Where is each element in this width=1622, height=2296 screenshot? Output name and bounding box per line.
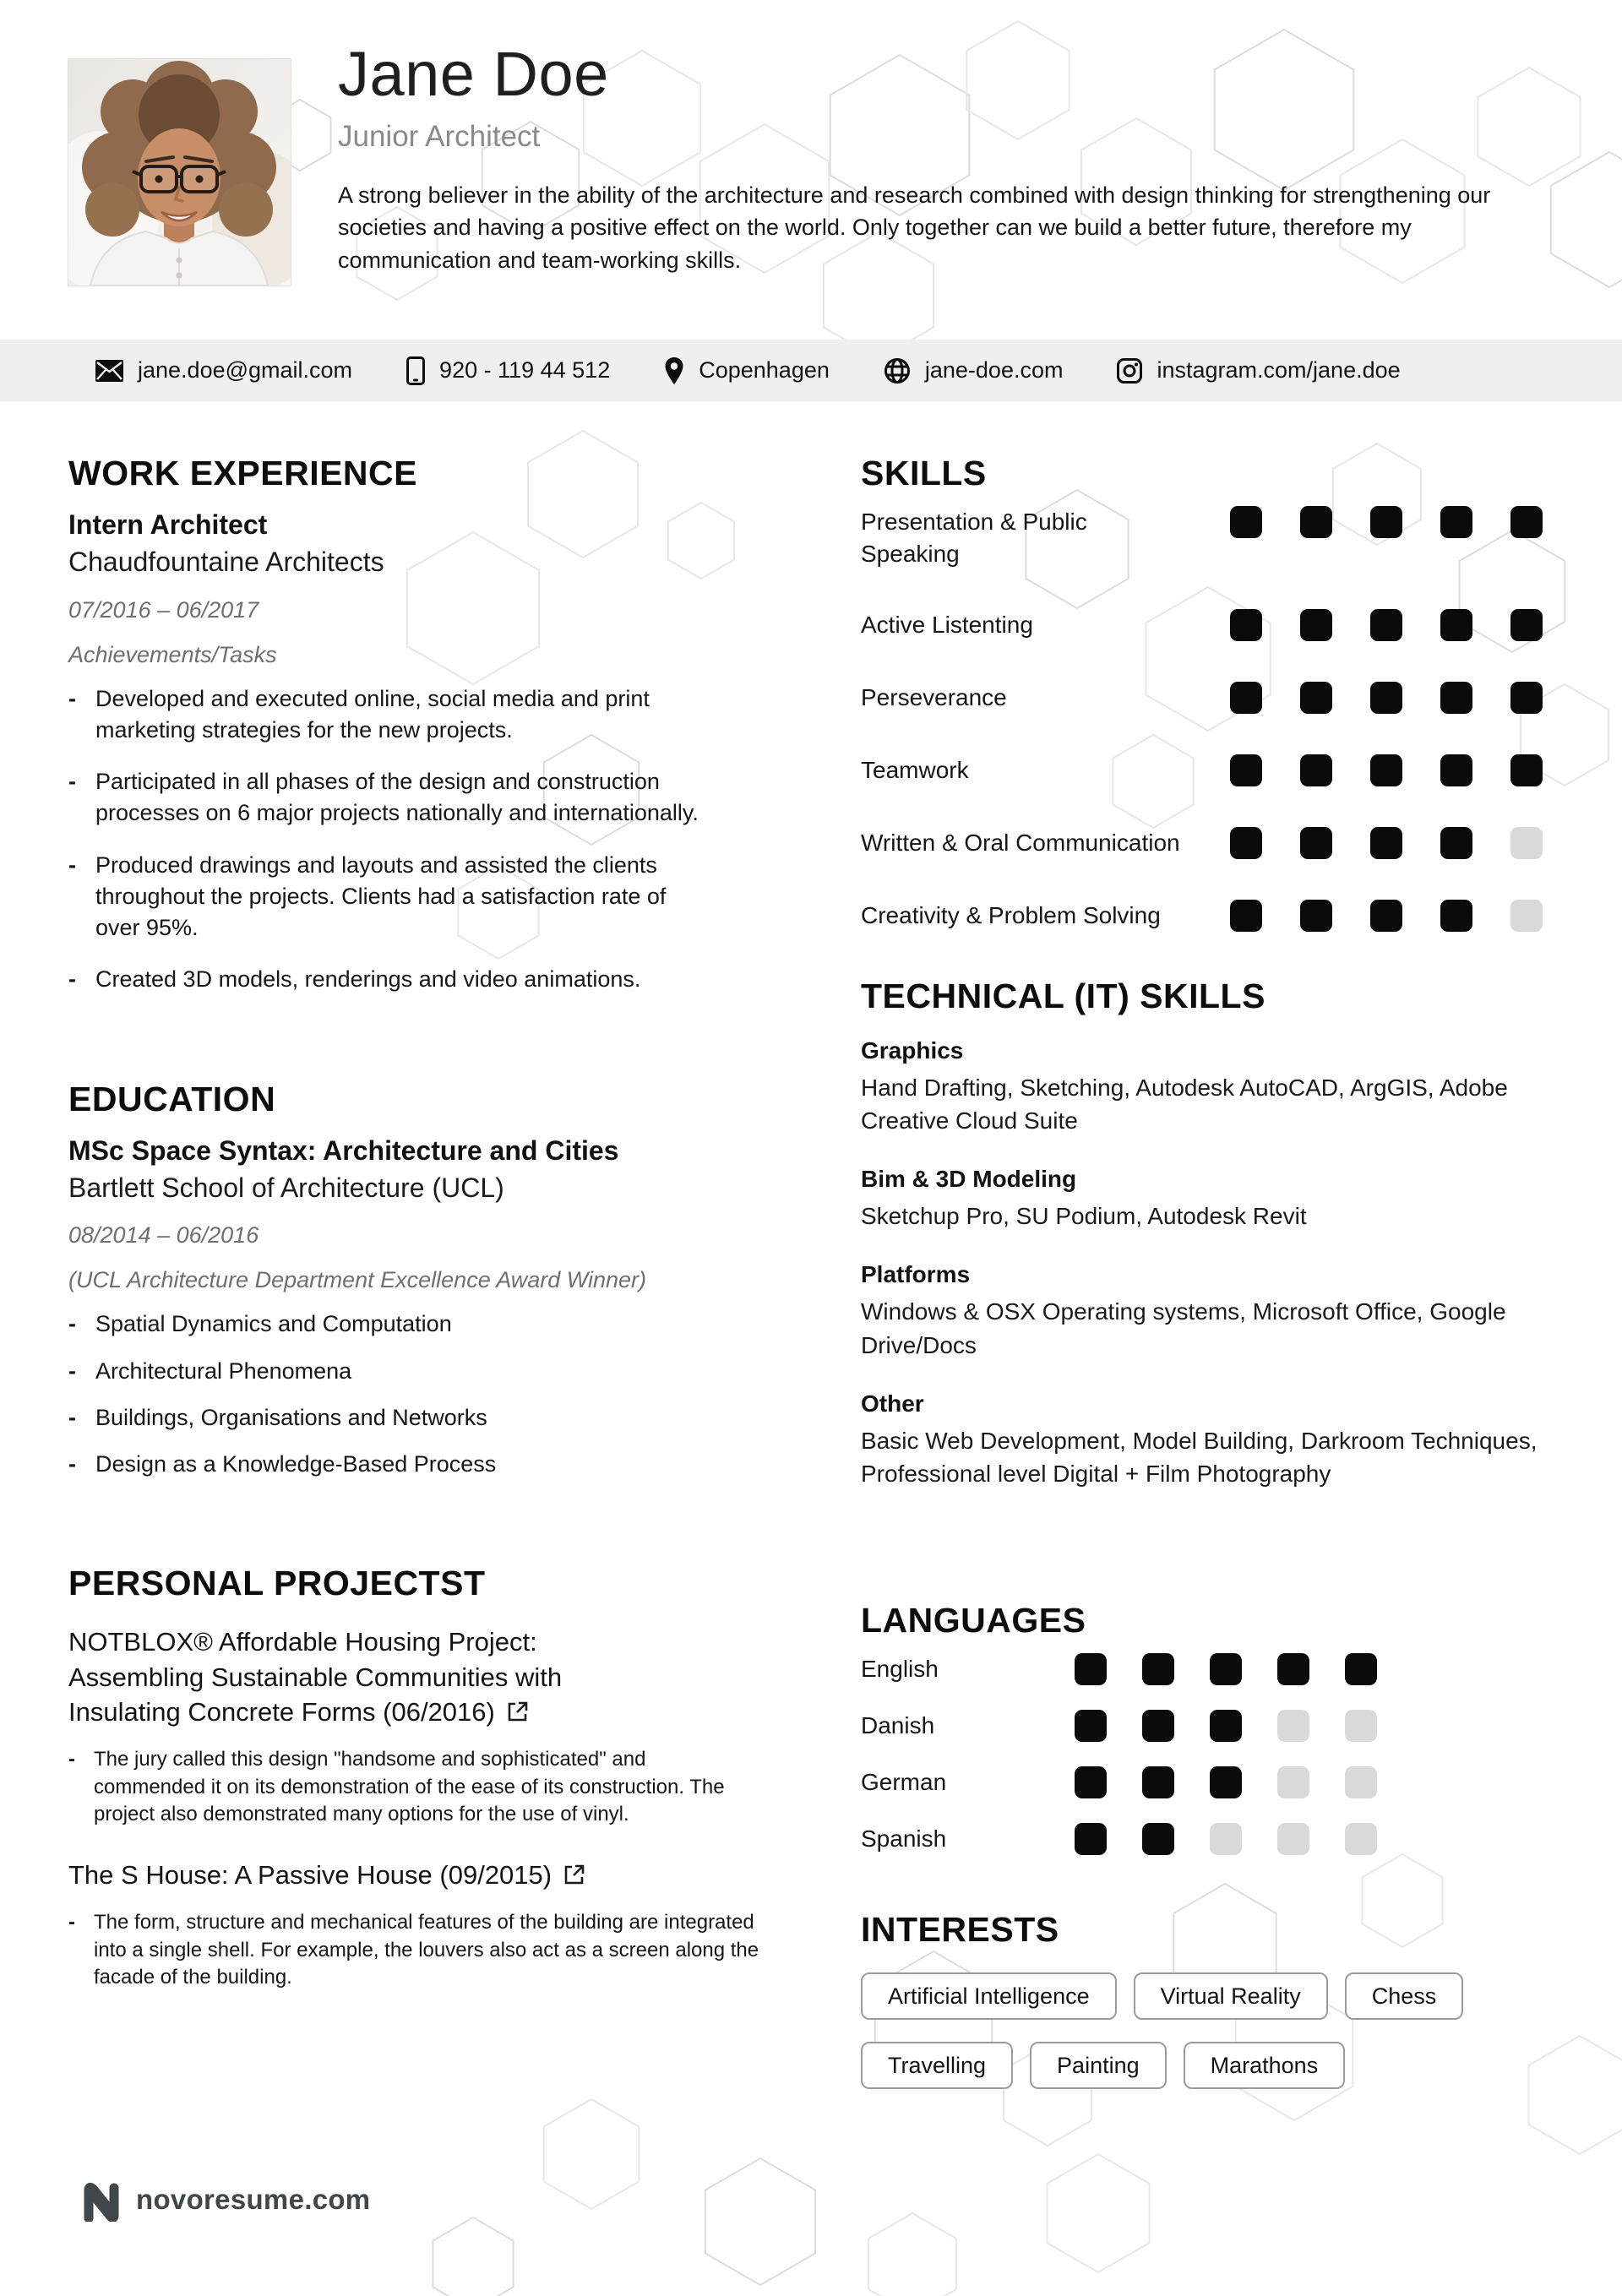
rating-square-filled	[1230, 506, 1262, 538]
skill-row	[861, 900, 1562, 933]
left-column	[68, 454, 782, 2005]
rating-square-empty	[1277, 1823, 1309, 1855]
bullet-text: The form, structure and mechanical features of the building are integrated into a single shell. For example, the louvers also act as a screen along the facade of the building.	[94, 1911, 759, 1989]
technical-group-text: Windows & OSX Operating systems, Microsoft Office, Google Drive/Docs	[861, 1298, 1506, 1358]
contact-phone-text: 920 - 119 44 512	[439, 357, 611, 383]
work-bullet-list	[68, 683, 782, 996]
external-link-icon[interactable]	[507, 1696, 529, 1731]
bullet-text: The jury called this design "handsome and sophisticated" and commended it on its demonstration of the ease of its construction. The project also demonstrated many options for the use of vinyl.	[94, 1748, 725, 1826]
technical-group-label: Platforms	[861, 1261, 971, 1288]
bullet-text: Participated in all phases of the design and construction processes on 6 major projects nationally and internationally.	[95, 769, 699, 826]
skill-row	[861, 682, 1562, 715]
rating-squares	[1230, 827, 1543, 859]
rating-square-empty	[1510, 827, 1543, 859]
rating-square-filled	[1075, 1766, 1107, 1798]
bullet-text: Created 3D models, renderings and video animations.	[95, 966, 641, 993]
rating-square-filled	[1370, 900, 1402, 932]
work-tasks-label: Achievements/Tasks	[68, 641, 277, 667]
person-name: Jane Doe	[338, 39, 609, 109]
section-title-interests: INTERESTS	[861, 1910, 1059, 1950]
skill-row	[861, 754, 1562, 788]
language-row	[861, 1653, 1562, 1685]
languages-rating-list	[861, 1653, 1562, 1855]
rating-squares	[1075, 1710, 1377, 1742]
contact-location[interactable]	[664, 356, 830, 385]
technical-group	[861, 1037, 1562, 1137]
bullet-item	[68, 683, 782, 747]
bullet-item	[68, 1402, 782, 1434]
rating-square-filled	[1440, 506, 1472, 538]
bullet-text: Design as a Knowledge-Based Process	[95, 1451, 497, 1477]
rating-label: English	[861, 1656, 939, 1683]
contact-email-text: jane.doe@gmail.com	[138, 357, 353, 383]
section-interests	[861, 1911, 1562, 2089]
rating-label: Spanish	[861, 1825, 947, 1853]
bullet-dash: -	[68, 1357, 76, 1384]
section-education	[68, 1080, 782, 1481]
rating-square-empty	[1345, 1766, 1377, 1798]
rating-square-filled	[1440, 900, 1472, 932]
bullet-dash: -	[68, 1748, 75, 1771]
interest-chip: Travelling	[861, 2042, 1013, 2089]
project-title-text: The S House: A Passive House (09/2015)	[68, 1860, 552, 1890]
section-title-work: WORK EXPERIENCE	[68, 454, 417, 492]
education-degree: MSc Space Syntax: Architecture and Cities	[68, 1134, 619, 1166]
rating-square-filled	[1142, 1653, 1174, 1685]
technical-group-label: Bim & 3D Modeling	[861, 1166, 1077, 1193]
rating-square-filled	[1440, 609, 1472, 641]
technical-group	[861, 1390, 1562, 1490]
bullet-text: Spatial Dynamics and Computation	[95, 1311, 452, 1337]
rating-square-filled	[1075, 1653, 1107, 1685]
rating-squares	[1075, 1823, 1377, 1855]
rating-square-filled	[1510, 754, 1543, 786]
bullet-item	[68, 1746, 782, 1829]
profile-summary: A strong believer in the ability of the architecture and research combined with design thinking for strengthening our societies and having a positive effect on the world. Only together can we build a better future, therefore my communication and team-working skills.	[338, 182, 1491, 273]
interest-chip: Chess	[1345, 1972, 1464, 2020]
section-title-education: EDUCATION	[68, 1079, 276, 1118]
job-title: Junior Architect	[338, 119, 541, 153]
rating-square-empty	[1277, 1766, 1309, 1798]
rating-label: Presentation & Public Speaking	[861, 509, 1087, 567]
project-notblox-bullets	[68, 1746, 782, 1829]
rating-square-filled	[1300, 827, 1332, 859]
rating-square-filled	[1230, 754, 1262, 786]
rating-square-filled	[1300, 506, 1332, 538]
hexagon-decoration	[868, 2213, 956, 2296]
rating-square-filled	[1300, 754, 1332, 786]
interest-chip: Painting	[1030, 2042, 1167, 2089]
rating-square-filled	[1142, 1766, 1174, 1798]
bullet-item	[68, 1309, 782, 1340]
interest-chip: Virtual Reality	[1134, 1972, 1328, 2020]
language-row	[861, 1710, 1562, 1742]
rating-square-filled	[1300, 609, 1332, 641]
novoresume-logo-icon	[80, 2178, 122, 2222]
rating-squares	[1075, 1653, 1377, 1685]
interest-chip: Marathons	[1184, 2042, 1346, 2089]
bullet-dash: -	[68, 851, 76, 878]
rating-square-filled	[1210, 1766, 1242, 1798]
skills-rating-list	[861, 506, 1562, 933]
project-title-text: NOTBLOX® Affordable Housing Project: Assembling Sustainable Communities with Insulating Concrete Forms (06/2016)	[68, 1627, 563, 1727]
project-shouse-bullets	[68, 1909, 782, 1992]
rating-square-filled	[1300, 900, 1332, 932]
rating-square-filled	[1230, 827, 1262, 859]
bullet-text: Developed and executed online, social media and print marketing strategies for the new projects.	[95, 685, 650, 743]
education-award: (UCL Architecture Department Excellence Award Winner)	[68, 1267, 647, 1293]
technical-group-text: Sketchup Pro, SU Podium, Autodesk Revit	[861, 1203, 1307, 1230]
right-column	[861, 454, 1562, 2089]
education-dates: 08/2014 – 06/2016	[68, 1222, 259, 1249]
section-title-languages: LANGUAGES	[861, 1601, 1086, 1640]
rating-square-filled	[1370, 754, 1402, 786]
contact-phone[interactable]	[406, 356, 610, 385]
contact-email[interactable]	[95, 357, 352, 384]
work-company: Chaudfountaine Architects	[68, 547, 384, 578]
rating-square-filled	[1277, 1653, 1309, 1685]
rating-square-empty	[1345, 1710, 1377, 1742]
rating-square-filled	[1142, 1710, 1174, 1742]
technical-group	[861, 1166, 1562, 1232]
skill-row	[861, 506, 1562, 570]
bullet-dash: -	[68, 1451, 76, 1477]
rating-squares	[1230, 754, 1543, 786]
skill-row	[861, 609, 1562, 643]
rating-square-filled	[1210, 1653, 1242, 1685]
technical-group-text: Basic Web Development, Model Building, Darkroom Techniques, Professional level Digital + Film Photography	[861, 1427, 1538, 1487]
technical-group-label: Graphics	[861, 1036, 964, 1064]
contact-instagram[interactable]	[1117, 357, 1400, 384]
rating-square-filled	[1230, 609, 1262, 641]
bullet-item	[68, 1449, 782, 1480]
rating-label: Danish	[861, 1712, 935, 1739]
rating-square-filled	[1440, 827, 1472, 859]
skill-row	[861, 827, 1562, 861]
rating-square-filled	[1230, 900, 1262, 932]
rating-squares	[1230, 900, 1543, 932]
rating-square-empty	[1345, 1823, 1377, 1855]
rating-square-filled	[1370, 506, 1402, 538]
interest-chip-list	[861, 1972, 1537, 2089]
bullet-text: Produced drawings and layouts and assisted the clients throughout the projects. Clients had a satisfaction rate of over 95%.	[95, 851, 667, 941]
rating-square-filled	[1370, 682, 1402, 714]
project-title-notblox	[68, 1624, 643, 1731]
contact-instagram-text: instagram.com/jane.doe	[1157, 357, 1401, 383]
bullet-item	[68, 766, 782, 830]
rating-label: Perseverance	[861, 683, 1007, 710]
bullet-dash: -	[68, 685, 76, 711]
bullet-dash: -	[68, 1311, 76, 1337]
technical-group-label: Other	[861, 1390, 924, 1417]
section-personal-projects	[68, 1564, 782, 1992]
globe-icon	[884, 357, 911, 384]
rating-label: Creativity & Problem Solving	[861, 901, 1161, 928]
work-role: Intern Architect	[68, 509, 268, 541]
technical-group-text: Hand Drafting, Sketching, Autodesk AutoCAD, ArgGIS, Adobe Creative Cloud Suite	[861, 1074, 1508, 1134]
rating-squares	[1075, 1766, 1377, 1798]
section-title-technical: TECHNICAL (IT) SKILLS	[861, 976, 1265, 1015]
section-title-skills: SKILLS	[861, 454, 987, 492]
section-title-projects: PERSONAL PROJECTST	[68, 1564, 486, 1603]
bullet-dash: -	[68, 1911, 75, 1934]
rating-square-empty	[1510, 900, 1543, 932]
rating-square-filled	[1510, 609, 1543, 641]
interest-chip: Artificial Intelligence	[861, 1972, 1117, 2020]
bullet-text: Architectural Phenomena	[95, 1357, 352, 1384]
rating-label: German	[861, 1769, 947, 1796]
language-row	[861, 1766, 1562, 1798]
bullet-item	[68, 1356, 782, 1387]
project-title-shouse	[68, 1858, 643, 1894]
bullet-dash: -	[68, 1404, 76, 1430]
rating-label: Active Listenting	[861, 611, 1033, 638]
hexagon-decoration	[433, 2217, 513, 2296]
bullet-text: Buildings, Organisations and Networks	[95, 1404, 487, 1430]
rating-label: Written & Oral Communication	[861, 829, 1180, 856]
hexagon-decoration	[1047, 2154, 1149, 2272]
rating-squares	[1230, 609, 1543, 641]
bullet-item	[68, 850, 782, 944]
rating-square-filled	[1345, 1653, 1377, 1685]
contact-location-text: Copenhagen	[699, 357, 830, 383]
bullet-dash: -	[68, 769, 76, 795]
rating-square-empty	[1210, 1823, 1242, 1855]
location-icon	[664, 356, 684, 385]
rating-square-empty	[1277, 1710, 1309, 1742]
rating-square-filled	[1210, 1710, 1242, 1742]
contact-bar	[0, 340, 1622, 401]
section-languages	[861, 1602, 1562, 1855]
rating-label: Teamwork	[861, 756, 969, 783]
header	[338, 41, 1580, 276]
footer-brand[interactable]	[80, 2178, 370, 2222]
rating-square-filled	[1075, 1710, 1107, 1742]
portrait-illustration	[68, 59, 291, 286]
bullet-dash: -	[68, 966, 76, 993]
rating-square-filled	[1230, 682, 1262, 714]
rating-square-filled	[1075, 1823, 1107, 1855]
rating-square-filled	[1370, 609, 1402, 641]
rating-squares	[1230, 506, 1543, 538]
hexagon-decoration	[705, 2158, 815, 2285]
education-bullet-list	[68, 1309, 782, 1480]
bullet-item	[68, 1909, 782, 1992]
contact-website-text: jane-doe.com	[924, 357, 1064, 383]
rating-square-filled	[1370, 827, 1402, 859]
profile-photo	[68, 59, 291, 286]
rating-square-filled	[1300, 682, 1332, 714]
bullet-item	[68, 964, 782, 995]
hexagon-decoration	[544, 2099, 640, 2209]
instagram-icon	[1117, 358, 1142, 384]
section-technical-skills	[861, 977, 1562, 1490]
contact-website[interactable]	[884, 357, 1064, 384]
brand-text: novoresume.com	[136, 2184, 371, 2215]
rating-square-filled	[1440, 682, 1472, 714]
rating-square-filled	[1142, 1823, 1174, 1855]
phone-icon	[406, 356, 425, 385]
rating-square-filled	[1510, 682, 1543, 714]
section-skills	[861, 454, 1562, 933]
rating-square-filled	[1440, 754, 1472, 786]
technical-group	[861, 1261, 1562, 1361]
technical-groups	[861, 1037, 1562, 1490]
external-link-icon[interactable]	[563, 1859, 585, 1894]
work-dates: 07/2016 – 06/2017	[68, 596, 259, 623]
language-row	[861, 1823, 1562, 1855]
rating-squares	[1230, 682, 1543, 714]
rating-square-filled	[1510, 506, 1543, 538]
mail-icon	[95, 360, 123, 382]
section-work-experience	[68, 454, 782, 996]
education-school: Bartlett School of Architecture (UCL)	[68, 1172, 504, 1203]
